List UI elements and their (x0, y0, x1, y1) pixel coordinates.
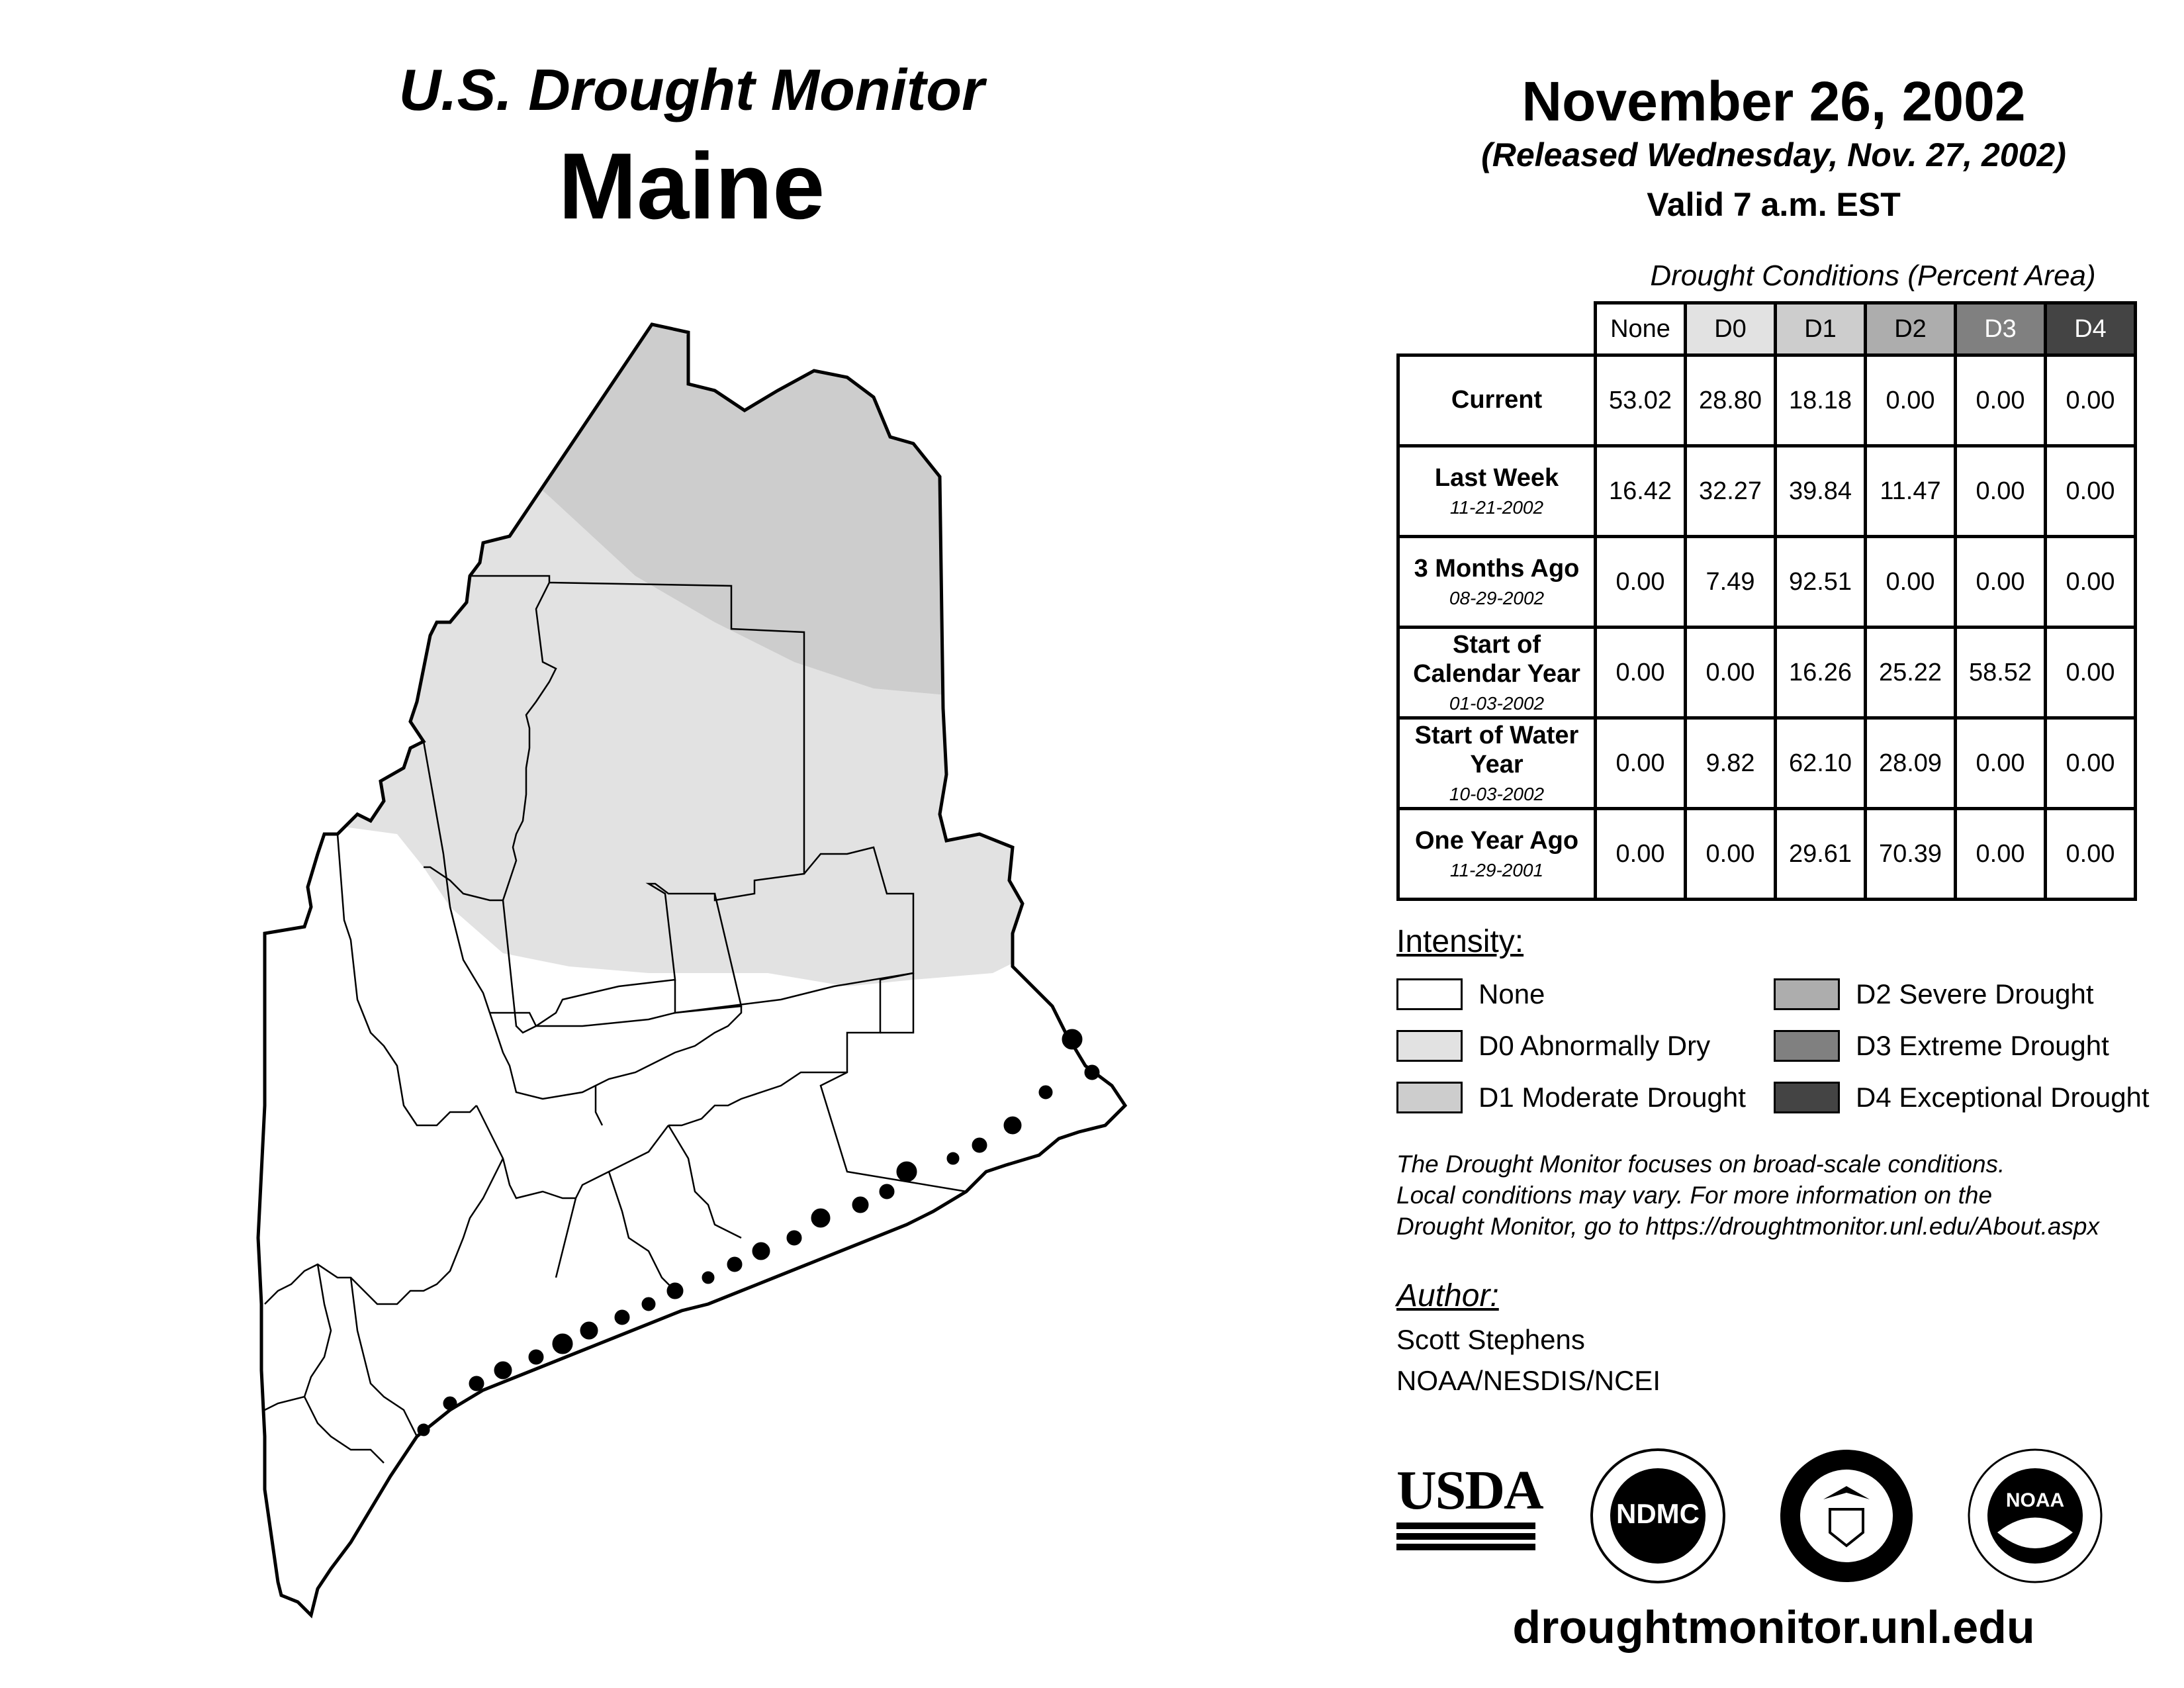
legend-label: None (1479, 978, 1545, 1009)
cell-value: 0.00 (1686, 628, 1776, 718)
cell-value: 0.00 (2046, 446, 2136, 537)
cell-value: 58.52 (1956, 628, 2046, 718)
legend-swatch (1774, 1030, 1840, 1062)
noaa-logo-text: NOAA (2005, 1489, 2065, 1511)
state-title: Maine (558, 134, 825, 239)
row-label-start-of-calendar-year (1398, 628, 1596, 718)
note-line: The Drought Monitor focuses on broad-scale conditions. (1396, 1150, 2005, 1178)
legend-item-none (1396, 976, 1746, 1012)
row-label-text: One Year Ago (1414, 827, 1579, 855)
legend-label: D4 Exceptional Drought (1856, 1082, 2150, 1113)
cell-value: 0.00 (1596, 537, 1686, 628)
author-title: Author: (1396, 1278, 1499, 1313)
legend-swatch (1396, 978, 1463, 1010)
department-of-commerce-seal-icon (1777, 1446, 1916, 1585)
column-header-d3: D3 (1956, 303, 2046, 355)
table-row (1398, 537, 2136, 628)
row-date: 11-21-2002 (1449, 496, 1544, 518)
table-row (1398, 355, 2136, 446)
row-date: 10-03-2002 (1449, 783, 1545, 804)
legend-item-d4 (1774, 1080, 2150, 1115)
drought-conditions-table (1396, 301, 2137, 901)
cell-value: 0.00 (1596, 718, 1686, 809)
cell-value: 0.00 (1956, 537, 2046, 628)
table-row (1398, 809, 2136, 900)
table-row (1398, 718, 2136, 809)
author-name: Scott Stephens (1396, 1324, 1585, 1355)
ndmc-logo (1588, 1446, 1727, 1585)
legend-label: D1 Moderate Drought (1479, 1082, 1746, 1113)
disclaimer-note (1396, 1149, 2171, 1242)
valid-time: Valid 7 a.m. EST (1647, 186, 1901, 223)
row-date: 08-29-2002 (1449, 587, 1545, 608)
cell-value: 0.00 (2046, 355, 2136, 446)
doc-logo (1777, 1446, 1916, 1589)
legend-column-right (1774, 976, 2150, 1115)
cell-value: 0.00 (1866, 355, 1956, 446)
maine-drought-map (251, 311, 1138, 1622)
cell-value: 0.00 (1866, 537, 1956, 628)
cell-value: 28.09 (1866, 718, 1956, 809)
legend-label: D2 Severe Drought (1856, 978, 2094, 1009)
cell-value: 25.22 (1866, 628, 1956, 718)
row-label-text: Start of Water Year (1414, 722, 1579, 778)
map-date: November 26, 2002 (1522, 70, 2026, 132)
cell-value: 16.42 (1596, 446, 1686, 537)
noaa-seal-icon (1966, 1446, 2105, 1585)
legend-item-d1 (1396, 1080, 1746, 1115)
cell-value: 0.00 (1956, 355, 2046, 446)
row-label-text: Current (1451, 386, 1543, 414)
legend-swatch (1774, 1082, 1840, 1113)
cell-value: 7.49 (1686, 537, 1776, 628)
legend-item-d2 (1774, 976, 2150, 1012)
row-date: 11-29-2001 (1449, 859, 1544, 880)
cell-value: 39.84 (1776, 446, 1866, 537)
cell-value: 0.00 (1686, 809, 1776, 900)
column-header-d4: D4 (2046, 303, 2136, 355)
row-label-current (1398, 355, 1596, 446)
cell-value: 29.61 (1776, 809, 1866, 900)
cell-value: 70.39 (1866, 809, 1956, 900)
legend-label: D3 Extreme Drought (1856, 1030, 2109, 1061)
website-url[interactable]: droughtmonitor.unl.edu (1512, 1601, 2035, 1653)
legend-swatch (1774, 978, 1840, 1010)
legend-label: D0 Abnormally Dry (1479, 1030, 1711, 1061)
table-row (1398, 628, 2136, 718)
cell-value: 0.00 (1956, 446, 2046, 537)
row-label-text: Last Week (1434, 464, 1559, 492)
row-label-text: Start of Calendar Year (1413, 631, 1580, 688)
cell-value: 16.26 (1776, 628, 1866, 718)
cell-value: 0.00 (2046, 537, 2136, 628)
cell-value: 18.18 (1776, 355, 1866, 446)
note-line: Local conditions may vary. For more information on the (1396, 1182, 1993, 1209)
row-label-one-year-ago (1398, 809, 1596, 900)
cell-value: 0.00 (2046, 718, 2136, 809)
table-caption: Drought Conditions (Percent Area) (1650, 259, 2096, 292)
row-label-last-week (1398, 446, 1596, 537)
row-label-text: 3 Months Ago (1414, 555, 1580, 583)
row-date: 01-03-2002 (1449, 692, 1545, 714)
legend-item-d3 (1774, 1028, 2150, 1064)
cell-value: 92.51 (1776, 537, 1866, 628)
usda-logo (1396, 1460, 1543, 1550)
cell-value: 11.47 (1866, 446, 1956, 537)
ndmc-logo-text: NDMC (1616, 1498, 1700, 1529)
row-label-3-months-ago (1398, 537, 1596, 628)
column-header-d0: D0 (1686, 303, 1776, 355)
product-title: U.S. Drought Monitor (398, 57, 985, 122)
legend-column-left (1396, 976, 1746, 1115)
cell-value: 0.00 (1956, 809, 2046, 900)
cell-value: 62.10 (1776, 718, 1866, 809)
header-blank-cell (1398, 303, 1596, 355)
legend-title: Intensity: (1396, 924, 1524, 959)
column-header-none: None (1596, 303, 1686, 355)
release-date: (Released Wednesday, Nov. 27, 2002) (1481, 136, 2066, 173)
table-row (1398, 446, 2136, 537)
legend-swatch (1396, 1082, 1463, 1113)
column-header-d2: D2 (1866, 303, 1956, 355)
cell-value: 0.00 (1596, 628, 1686, 718)
cell-value: 0.00 (1956, 718, 2046, 809)
table-header-row (1398, 303, 2136, 355)
note-line: Drought Monitor, go to https://droughtmonitor.unl.edu/About.aspx (1396, 1213, 2099, 1240)
cell-value: 0.00 (2046, 809, 2136, 900)
legend-swatch (1396, 1030, 1463, 1062)
author-org: NOAA/NESDIS/NCEI (1396, 1365, 1661, 1396)
legend-item-d0 (1396, 1028, 1746, 1064)
noaa-logo (1966, 1446, 2105, 1585)
column-header-d1: D1 (1776, 303, 1866, 355)
cell-value: 9.82 (1686, 718, 1776, 809)
cell-value: 28.80 (1686, 355, 1776, 446)
row-label-start-of-water-year (1398, 718, 1596, 809)
cell-value: 0.00 (1596, 809, 1686, 900)
cell-value: 0.00 (2046, 628, 2136, 718)
cell-value: 32.27 (1686, 446, 1776, 537)
cell-value: 53.02 (1596, 355, 1686, 446)
usda-logo-text: USDA (1396, 1460, 1543, 1521)
